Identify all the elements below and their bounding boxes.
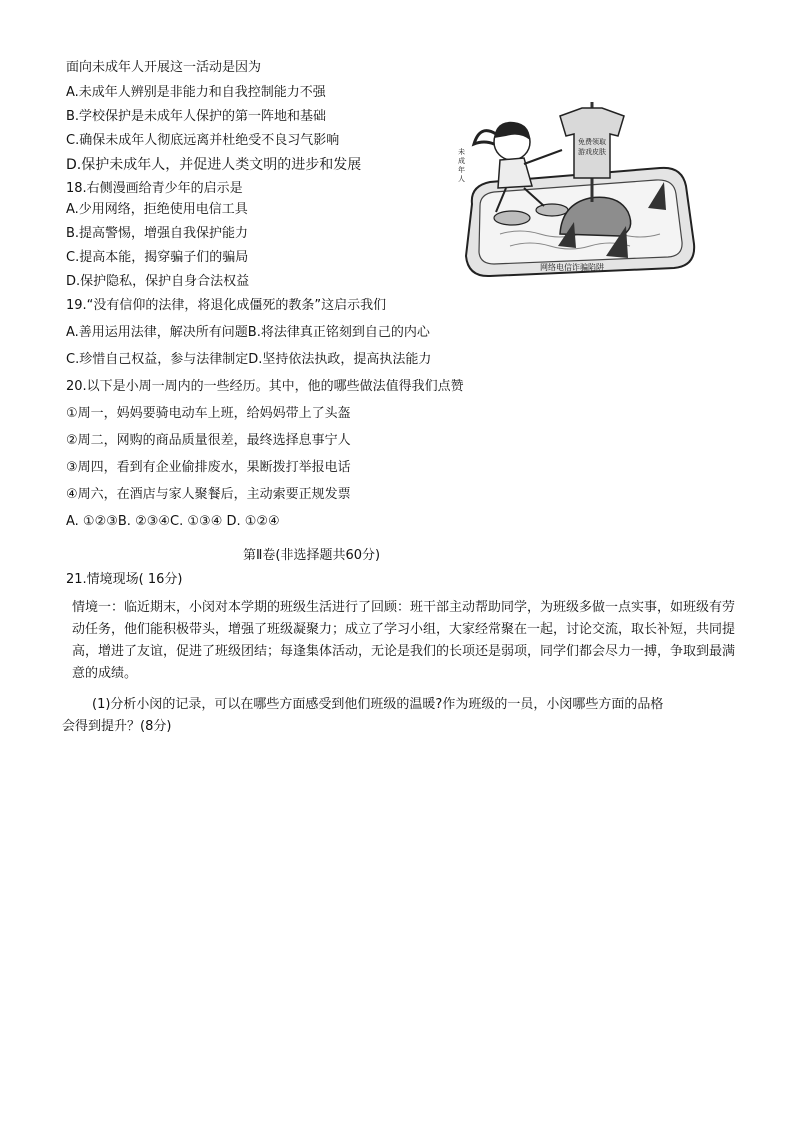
q19-options-row2: C.珍惜自己权益，参与法律制定D.坚持依法执政，提高执法能力 (66, 352, 432, 367)
q18-option-c: C.提高本能，揭穿骗子们的骗局 (66, 250, 249, 265)
q19-stem: 19.“没有信仰的法律，将退化成僵死的教条”这启示我们 (66, 298, 387, 313)
q20-item-3: ③周四，看到有企业偷排废水，果断拨打举报电话 (66, 460, 351, 475)
q20-item-4: ④周六，在酒店与家人聚餐后，主动索要正规发票 (66, 487, 351, 502)
fraud-cartoon (450, 94, 700, 284)
q21-sub1-line1: (1)分析小闵的记录，可以在哪些方面感受到他们班级的温暖?作为班级的一员，小闵哪些方面的品格 (92, 697, 664, 712)
q20-item-2: ②周二，网购的商品质量很差，最终选择息事宁人 (66, 433, 351, 448)
shirt-label-1: 免费领取 (578, 138, 606, 146)
stepping-stone (494, 211, 530, 225)
person-label-2: 成 (458, 157, 465, 165)
q17-option-b: B.学校保护是未成年人保护的第一阵地和基础 (66, 109, 327, 124)
person-label-1: 未 (458, 148, 465, 156)
q18-option-a: A.少用网络，拒绝使用电信工具 (66, 202, 248, 217)
person-label-4: 人 (458, 175, 465, 183)
base-caption: 网络电信诈骗陷阱 (540, 263, 604, 272)
girl-ponytail (474, 131, 496, 144)
q17-option-a: A.未成年人辨别是非能力和自我控制能力不强 (66, 85, 326, 100)
stepping-stone (536, 204, 568, 216)
q21-scenario: 情境一：临近期末，小闵对本学期的班级生活进行了回顾：班干部主动帮助同学，为班级多做一点实事，如班级有劳动任务，他们能积极带头，增强了班级凝聚力；成立了学习小组，大家经常聚在一起，讨论交流，取长补短，共同提高，增进了友谊，促进了班级团结；每逢集体活动，无论是我们的长项还是弱项，同学们都会尽力一搏，争取到最满意的成绩。 (72, 600, 736, 681)
shirt-label-2: 游戏皮肤 (578, 148, 606, 156)
q20-options: A. ①②③B. ②③④C. ①③④ D. ①②④ (66, 514, 280, 529)
q17-option-d: D.保护未成年人，并促进人类文明的进步和发展 (66, 157, 362, 173)
q20-item-1: ①周一，妈妈要骑电动车上班，给妈妈带上了头盔 (66, 406, 351, 421)
q18-option-d: D.保护隐私，保护自身合法权益 (66, 274, 250, 289)
cartoon-drawing (450, 94, 700, 284)
q17-stem: 面向未成年人开展这一活动是因为 (66, 60, 262, 75)
q17-option-c: C.确保未成年人彻底远离并杜绝受不良习气影响 (66, 133, 340, 148)
q18-stem: 18.右侧漫画给青少年的启示是 (66, 181, 243, 196)
q21-sub1-line2: 会得到提升？(8分) (62, 719, 172, 734)
q21-title: 21.情境现场( 16分) (66, 572, 183, 587)
q18-option-b: B.提高警惕，增强自我保护能力 (66, 226, 249, 241)
q20-stem: 20.以下是小周一周内的一些经历。其中，他的哪些做法值得我们点赞 (66, 379, 464, 394)
girl-arm (524, 150, 562, 164)
section-title: 第Ⅱ卷(非选择题共60分) (243, 548, 381, 563)
person-label-3: 年 (458, 166, 465, 174)
q19-options-row1: A.善用运用法律，解决所有问题B.将法律真正铭刻到自己的内心 (66, 325, 430, 340)
